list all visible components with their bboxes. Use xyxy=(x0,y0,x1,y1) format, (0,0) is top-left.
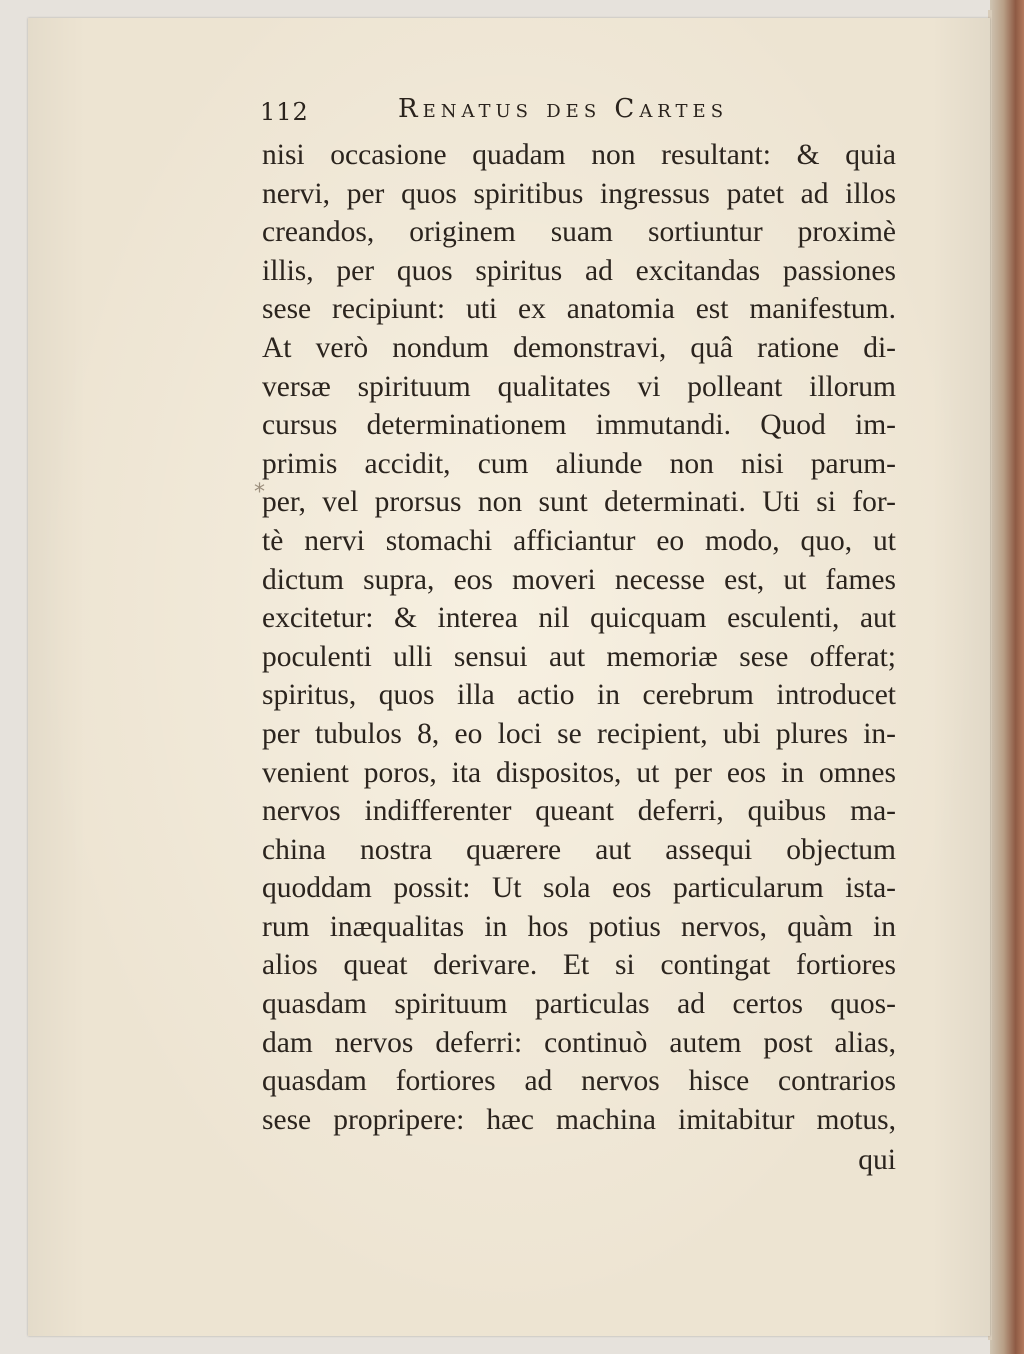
text-line: alios queat derivare. Et si contingat fortiores xyxy=(262,949,896,982)
text-line: rum inæqualitas in hos potius nervos, quàm in xyxy=(262,910,896,943)
book-gutter xyxy=(990,0,1024,1354)
text-line: china nostra quærere aut assequi objectum xyxy=(262,833,896,866)
text-line: tè nervi stomachi afficiantur eo modo, quo, ut xyxy=(262,524,896,557)
page-number: 112 xyxy=(260,98,309,126)
running-title: Renatus des Cartes xyxy=(398,94,729,124)
text-line: cursus determinationem immutandi. Quod im- xyxy=(262,409,896,442)
text-line: primis accidit, cum aliunde non nisi parum- xyxy=(262,447,896,480)
catchword: qui xyxy=(858,1144,896,1177)
text-line: excitetur: & interea nil quicquam esculenti, aut xyxy=(262,602,896,635)
text-line: creandos, originem suam sortiuntur proximè xyxy=(262,216,896,249)
text-line: dictum supra, eos moveri necesse est, ut fames xyxy=(262,563,896,596)
text-line: spiritus, quos illa actio in cerebrum introducet xyxy=(262,679,896,712)
text-line: nervi, per quos spiritibus ingressus patet ad illos xyxy=(262,177,896,210)
text-line: poculenti ulli sensui aut memoriæ sese offerat; xyxy=(262,640,896,673)
text-line: venient poros, ita dispositos, ut per eos in omnes xyxy=(262,756,896,789)
text-line: quoddam possit: Ut sola eos particularum ista- xyxy=(262,872,896,905)
text-line: nervos indifferenter queant deferri, quibus ma- xyxy=(262,795,896,828)
text-line: quasdam spirituum particulas ad certos quos- xyxy=(262,988,896,1021)
text-line: dam nervos deferri: continuò autem post alias, xyxy=(262,1026,896,1059)
text-line: sese recipiunt: uti ex anatomia est manifestum. xyxy=(262,293,896,326)
text-line: nisi occasione quadam non resultant: & quia xyxy=(262,139,896,171)
text-line: illis, per quos spiritus ad excitandas passiones xyxy=(262,254,896,287)
text-line: per tubulos 8, eo loci se recipient, ubi plures in- xyxy=(262,717,896,750)
text-line: At verò nondum demonstravi, quâ ratione di- xyxy=(262,331,896,364)
text-line: quasdam fortiores ad nervos hisce contrarios xyxy=(262,1065,896,1098)
text-line: per, vel prorsus non sunt determinati. Uti si for- xyxy=(262,486,896,519)
page-header xyxy=(260,94,900,134)
marginal-mark: * xyxy=(254,480,265,505)
body-text xyxy=(262,136,896,1180)
text-line: sese propripere: hæc machina imitabitur motus, xyxy=(262,1103,896,1136)
text-line: versæ spirituum qualitates vi polleant illorum xyxy=(262,370,896,403)
